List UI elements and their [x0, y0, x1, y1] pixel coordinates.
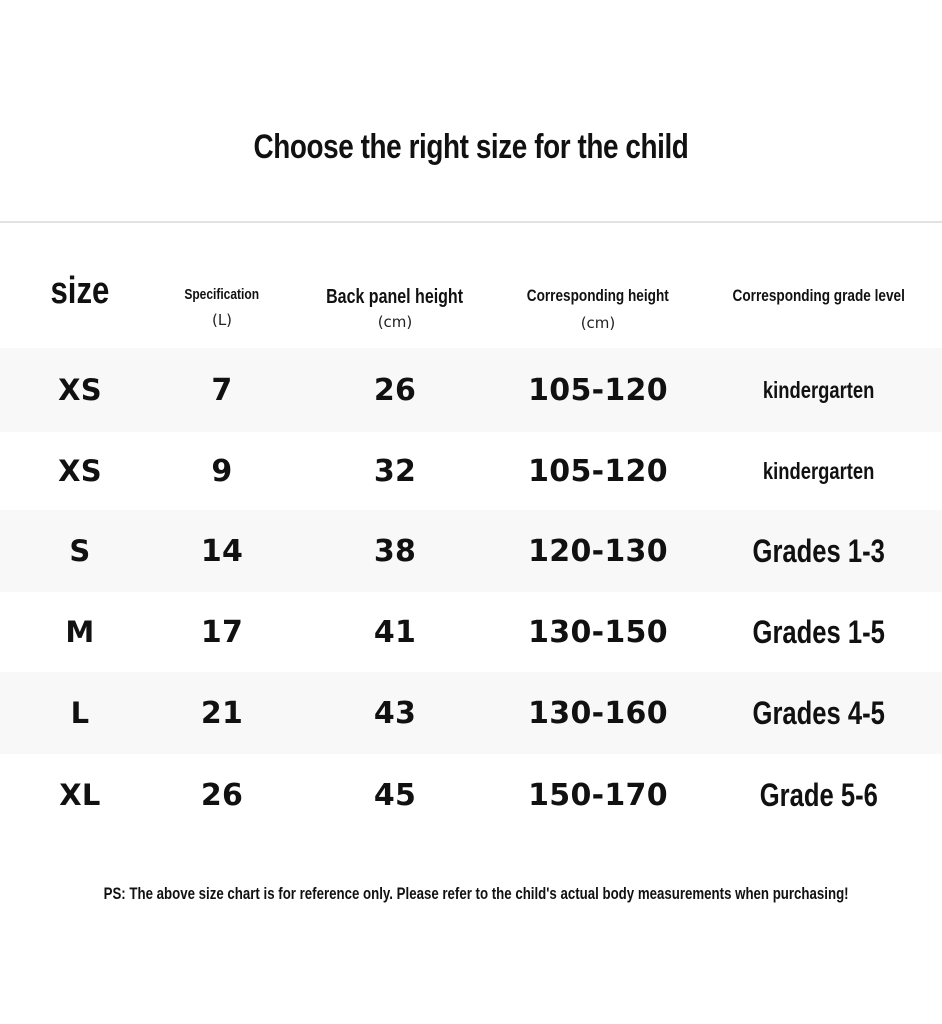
spec-value: 17: [200, 614, 244, 650]
height-value: 150-170: [528, 777, 668, 813]
height-value: 120-130: [528, 533, 668, 569]
size-value: L: [70, 696, 90, 730]
height-cell: [495, 432, 701, 510]
header-grade: Corresponding grade level: [732, 286, 906, 305]
grade-cell: [704, 348, 934, 432]
grade-cell: [704, 754, 934, 836]
grade-value: kindergarten: [763, 457, 875, 484]
height-value: 105-120: [528, 453, 668, 489]
reference-note: PS: The above size chart is for reference only. Please refer to the child's actual body measurements when purchasing!: [103, 884, 849, 903]
spec-cell: [146, 510, 298, 592]
size-cell: [0, 348, 160, 432]
size-cell: [0, 672, 160, 754]
table-row: [0, 754, 942, 836]
size-value: XS: [58, 454, 102, 488]
spec-cell: [146, 432, 298, 510]
grade-value: Grades 1-3: [752, 532, 886, 569]
height-value: 105-120: [528, 372, 668, 408]
grade-value: Grades 1-5: [752, 613, 886, 650]
header-size: size: [50, 270, 110, 312]
back-value: 38: [373, 533, 417, 569]
spec-value: 7: [211, 372, 233, 408]
header-height-unit: (cm): [580, 314, 616, 332]
table-header: [0, 250, 942, 348]
grade-cell: [704, 672, 934, 754]
back-cell: [300, 348, 490, 432]
back-cell: [300, 510, 490, 592]
table-row: [0, 592, 942, 672]
spec-cell: [146, 672, 298, 754]
back-value: 41: [373, 614, 417, 650]
table-row: [0, 672, 942, 754]
size-value: M: [65, 615, 95, 649]
size-cell: [0, 432, 160, 510]
grade-value: Grade 5-6: [759, 776, 879, 813]
back-value: 26: [373, 372, 417, 408]
size-cell: [0, 592, 160, 672]
height-cell: [495, 348, 701, 432]
header-spec: Specification: [184, 286, 260, 303]
back-cell: [300, 592, 490, 672]
grade-cell: [704, 592, 934, 672]
height-cell: [495, 672, 701, 754]
header-height-cell: [495, 250, 701, 348]
grade-cell: [704, 432, 934, 510]
back-cell: [300, 754, 490, 836]
grade-value: kindergarten: [763, 376, 875, 403]
back-cell: [300, 432, 490, 510]
table-row: [0, 510, 942, 592]
back-value: 45: [373, 777, 417, 813]
header-back-cell: [300, 250, 490, 348]
back-value: 43: [373, 695, 417, 731]
height-cell: [495, 592, 701, 672]
size-value: XS: [58, 373, 102, 407]
header-size-cell: [0, 250, 160, 348]
height-value: 130-160: [528, 695, 668, 731]
header-grade-cell: [704, 250, 934, 348]
spec-value: 26: [200, 777, 244, 813]
height-cell: [495, 510, 701, 592]
spec-value: 9: [211, 453, 233, 489]
size-value: XL: [59, 778, 101, 812]
size-cell: [0, 754, 160, 836]
back-cell: [300, 672, 490, 754]
spec-cell: [146, 754, 298, 836]
grade-value: Grades 4-5: [752, 694, 886, 731]
spec-cell: [146, 348, 298, 432]
spec-cell: [146, 592, 298, 672]
grade-cell: [704, 510, 934, 592]
header-spec-unit: (L): [211, 311, 233, 329]
page-title: Choose the right size for the child: [253, 128, 689, 166]
table-row: [0, 348, 942, 432]
size-cell: [0, 510, 160, 592]
header-height: Corresponding height: [526, 286, 670, 305]
header-spec-cell: [146, 250, 298, 348]
spec-value: 21: [200, 695, 244, 731]
size-value: S: [69, 534, 91, 568]
back-value: 32: [373, 453, 417, 489]
spec-value: 14: [200, 533, 244, 569]
height-value: 130-150: [528, 614, 668, 650]
title-divider: [0, 221, 942, 223]
header-back: Back panel height: [326, 286, 464, 308]
header-back-unit: (cm): [377, 313, 413, 331]
height-cell: [495, 754, 701, 836]
table-row: [0, 432, 942, 510]
